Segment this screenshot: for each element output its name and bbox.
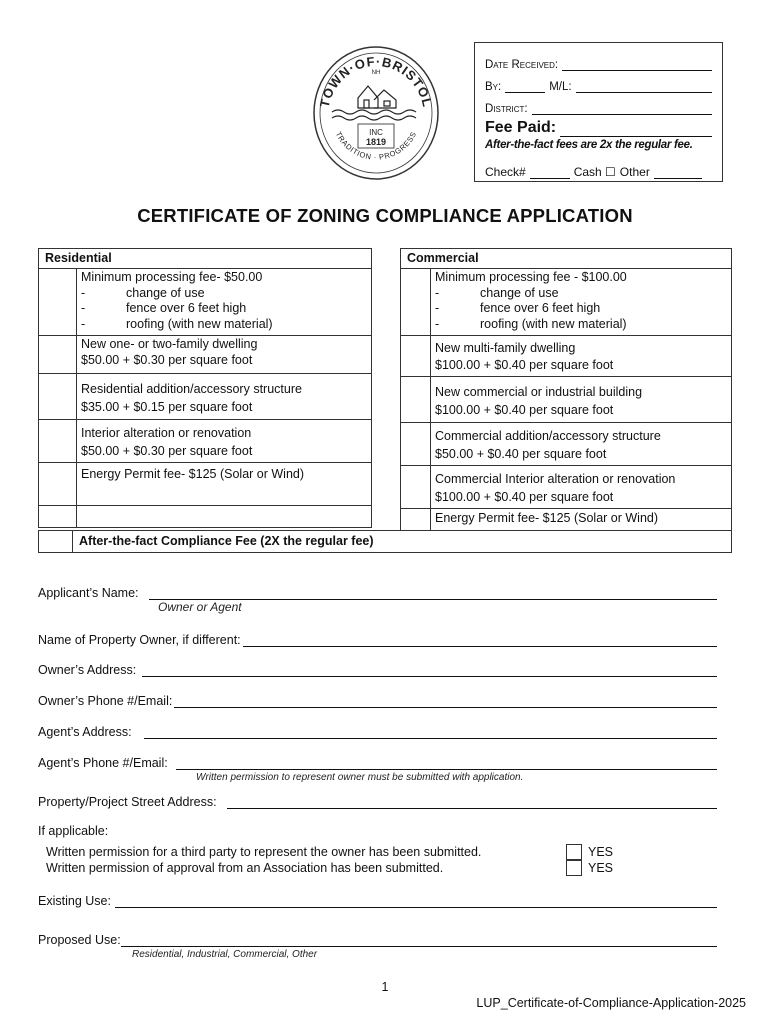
seal-inc: INC	[369, 128, 383, 137]
residential-addition-cell: Residential addition/accessory structure $35.00 + $0.15 per square foot	[77, 374, 372, 420]
owner-phone-email-field[interactable]	[174, 696, 717, 708]
seal-waves-icon	[332, 110, 416, 120]
residential-fee-table	[38, 248, 372, 528]
other-field[interactable]	[654, 166, 702, 179]
residential-interior-cell: Interior alteration or renovation $50.00 + $0.30 per square foot	[77, 420, 372, 463]
by-ml-row	[485, 71, 712, 93]
if-applicable-label: If applicable:	[38, 824, 109, 838]
residential-header: Residential	[39, 249, 372, 269]
commercial-min-fee-cell	[431, 269, 732, 336]
date-received-field[interactable]	[562, 58, 712, 71]
district-field[interactable]	[532, 102, 712, 115]
payment-row	[485, 157, 712, 179]
commercial-header: Commercial	[401, 249, 732, 269]
owner-or-agent-note: Owner or Agent	[158, 600, 242, 614]
fee-paid-label: Fee Paid:	[485, 119, 557, 136]
commercial-interior-checkbox[interactable]	[401, 466, 431, 509]
perm-third-party-label: Written permission for a third party to represent the owner has been submitted.	[46, 845, 482, 859]
residential-min-fee-checkbox[interactable]	[39, 269, 77, 336]
commercial-fee-table	[400, 248, 732, 531]
commercial-interior-cell: Commercial Interior alteration or renovation $100.00 + $0.40 per square foot	[431, 466, 732, 509]
page-title: CERTIFICATE OF ZONING COMPLIANCE APPLICATION	[137, 205, 633, 226]
list-item: - change of use	[435, 285, 559, 300]
commercial-energy-cell: Energy Permit fee- $125 (Solar or Wind)	[431, 509, 732, 531]
residential-energy-cell: Energy Permit fee- $125 (Solar or Wind)	[77, 463, 372, 506]
residential-min-fee-cell	[77, 269, 372, 336]
after-fact-fee-checkbox[interactable]	[39, 531, 73, 552]
commercial-energy-checkbox[interactable]	[401, 509, 431, 531]
commercial-new-building-cell: New commercial or industrial building $100.00 + $0.40 per square foot	[431, 377, 732, 423]
perm-association-checkbox[interactable]	[566, 860, 582, 876]
street-address-label: Property/Project Street Address:	[38, 795, 217, 809]
ml-field[interactable]	[576, 80, 712, 93]
owner-address-row	[38, 661, 717, 677]
check-field[interactable]	[530, 166, 570, 179]
commercial-min-fee: Minimum processing fee - $100.00	[435, 270, 627, 284]
existing-use-row	[38, 892, 717, 908]
existing-use-field[interactable]	[115, 896, 717, 908]
agent-address-field[interactable]	[144, 727, 717, 739]
after-fact-note: After-the-fact fees are 2x the regular fee.	[485, 139, 693, 151]
list-item: - roofing (with new material)	[81, 316, 273, 331]
fee-paid-field[interactable]	[560, 121, 712, 137]
list-item: - fence over 6 feet high	[435, 301, 601, 315]
date-received-label: Date Received:	[485, 59, 559, 71]
owner-address-label: Owner’s Address:	[38, 663, 137, 677]
cash-label: Cash ☐	[573, 165, 616, 179]
street-address-field[interactable]	[227, 797, 717, 809]
agent-address-label: Agent’s Address:	[38, 725, 132, 739]
existing-use-label: Existing Use:	[38, 894, 111, 908]
commercial-multifamily-checkbox[interactable]	[401, 336, 431, 377]
commercial-new-building-checkbox[interactable]	[401, 377, 431, 423]
residential-addition-checkbox[interactable]	[39, 374, 77, 420]
use-examples-note: Residential, Industrial, Commercial, Other	[132, 949, 318, 960]
page-number: 1	[381, 980, 389, 994]
after-fact-fee-label: After-the-fact Compliance Fee (2X the regular fee)	[79, 534, 374, 548]
commercial-addition-cell: Commercial addition/accessory structure $50.00 + $0.40 per square foot	[431, 423, 732, 466]
date-received-row	[485, 49, 712, 71]
perm-third-party-checkbox[interactable]	[566, 844, 582, 860]
agent-phone-email-field[interactable]	[176, 758, 717, 770]
agent-phone-row	[38, 754, 717, 770]
owner-phone-row	[38, 692, 717, 708]
proposed-use-field[interactable]	[121, 935, 717, 947]
ml-label: M/L:	[549, 81, 572, 93]
commercial-addition-checkbox[interactable]	[401, 423, 431, 466]
seal-top-text: TOWN·OF·BRISTOL	[316, 53, 436, 109]
fee-paid-row	[485, 115, 712, 137]
commercial-multifamily-cell: New multi-family dwelling $100.00 + $0.40 per square foot	[431, 336, 732, 377]
seal-state: NH	[371, 70, 381, 76]
residential-min-fee: Minimum processing fee- $50.00	[81, 270, 263, 284]
commercial-min-fee-checkbox[interactable]	[401, 269, 431, 336]
seal-houses-icon	[358, 86, 396, 108]
property-owner-row	[38, 631, 717, 647]
district-row	[485, 93, 712, 115]
agent-address-row	[38, 723, 717, 739]
property-owner-label: Name of Property Owner, if different:	[38, 633, 241, 647]
district-label: District:	[485, 103, 528, 115]
applicant-name-label: Applicant’s Name:	[38, 586, 139, 600]
other-label: Other	[619, 165, 650, 179]
yes-label: YES	[588, 845, 614, 859]
proposed-use-row	[38, 931, 717, 947]
permission-note: Written permission to represent owner must be submitted with application.	[196, 772, 524, 783]
owner-phone-label: Owner’s Phone #/Email:	[38, 694, 173, 708]
residential-new-dwelling-cell: New one- or two-family dwelling $50.00 + $0.30 per square foot	[77, 336, 372, 374]
street-address-row	[38, 793, 717, 809]
seal-year: 1819	[365, 137, 387, 147]
seal-motto: TRADITION · PROGRESS	[333, 130, 419, 162]
list-item: - roofing (with new material)	[435, 316, 627, 331]
by-field[interactable]	[505, 80, 545, 93]
check-label: Check#	[485, 165, 526, 179]
proposed-use-label: Proposed Use:	[38, 933, 121, 947]
perm-association-label: Written permission of approval from an Association has been submitted.	[46, 861, 444, 875]
footer-filename: LUP_Certificate-of-Compliance-Application-2025	[476, 996, 746, 1010]
after-fact-fee-row	[38, 530, 732, 553]
applicant-name-field[interactable]	[149, 588, 717, 600]
agent-phone-label: Agent’s Phone #/Email:	[38, 756, 168, 770]
office-use-box	[474, 42, 723, 182]
yes-label: YES	[588, 861, 614, 875]
residential-new-dwelling-checkbox[interactable]	[39, 336, 77, 374]
residential-interior-checkbox[interactable]	[39, 420, 77, 463]
svg-text:TOWN·OF·BRISTOL	[317, 54, 436, 109]
town-seal	[312, 44, 440, 182]
list-item: - change of use	[81, 285, 205, 300]
by-label: By:	[485, 81, 502, 93]
residential-energy-checkbox[interactable]	[39, 463, 77, 506]
list-item: - fence over 6 feet high	[81, 301, 247, 315]
property-owner-field[interactable]	[243, 635, 717, 647]
owner-address-field[interactable]	[142, 665, 717, 677]
applicant-name-row	[38, 584, 717, 600]
